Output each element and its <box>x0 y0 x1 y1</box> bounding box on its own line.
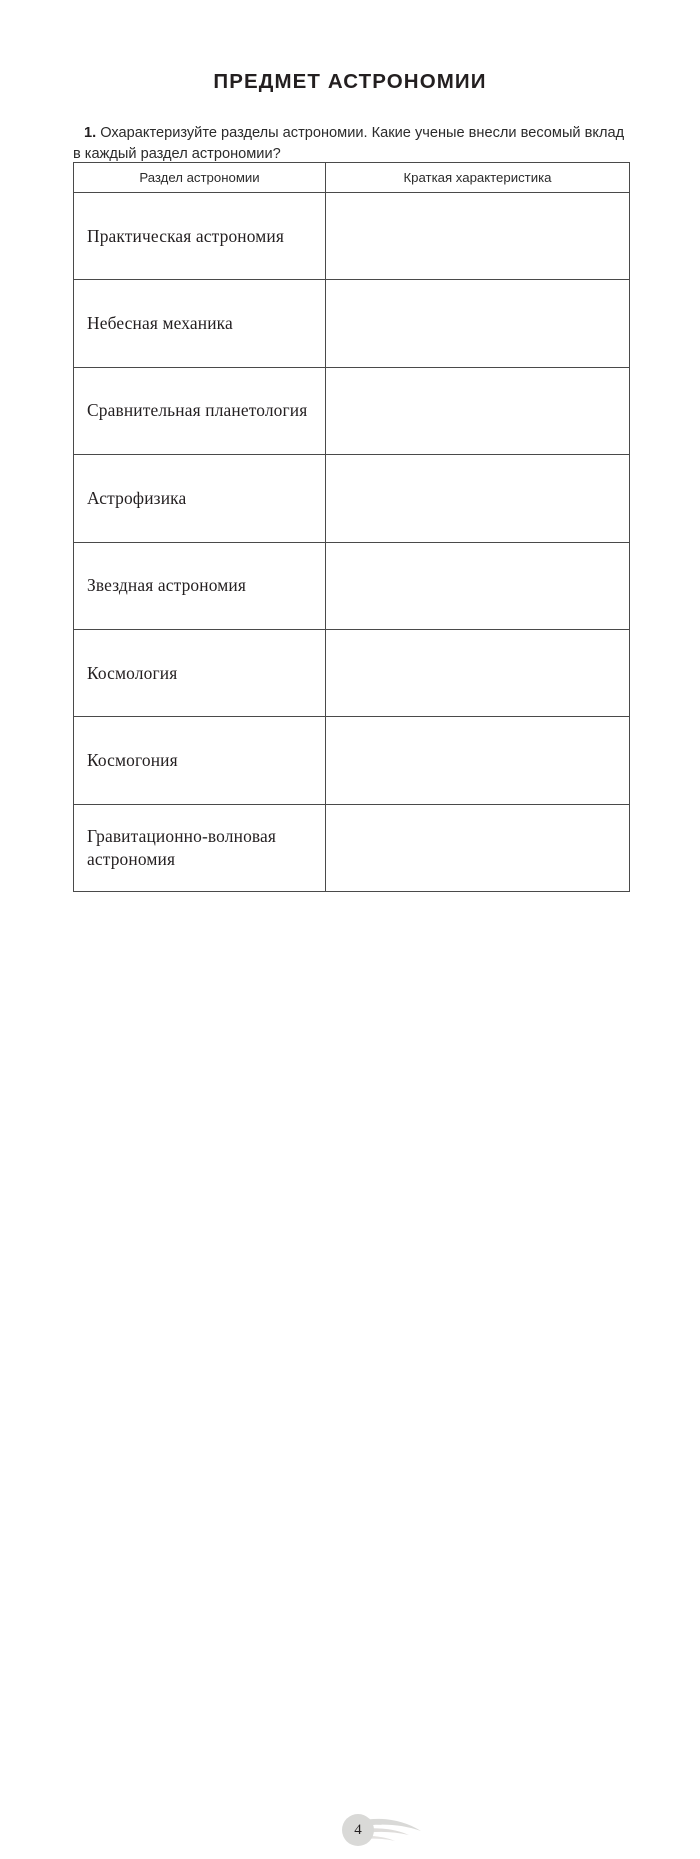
column-header-characteristic: Краткая характеристика <box>326 163 630 193</box>
table-row <box>74 717 630 804</box>
table-row <box>74 455 630 542</box>
question-block <box>73 123 629 165</box>
section-name-cell: Космогония <box>74 717 326 804</box>
section-name-cell: Звездная астрономия <box>74 542 326 629</box>
characteristic-answer-cell[interactable] <box>326 717 630 804</box>
section-name-cell: Космология <box>74 629 326 716</box>
page-number: 4 <box>342 1814 374 1846</box>
section-name-cell: Астрофизика <box>74 455 326 542</box>
characteristic-answer-cell[interactable] <box>326 280 630 367</box>
characteristic-answer-cell[interactable] <box>326 542 630 629</box>
section-name-cell: Сравнительная планетология <box>74 367 326 454</box>
section-name-cell: Небесная механика <box>74 280 326 367</box>
characteristic-answer-cell[interactable] <box>326 193 630 280</box>
question-number: 1. <box>84 124 97 141</box>
characteristic-answer-cell[interactable] <box>326 367 630 454</box>
astronomy-sections-table <box>73 162 630 892</box>
section-name-cell: Гравитационно-волновая астрономия <box>74 804 326 891</box>
characteristic-answer-cell[interactable] <box>326 455 630 542</box>
table-row <box>74 804 630 891</box>
table-row <box>74 280 630 367</box>
table-row <box>74 193 630 280</box>
column-header-section: Раздел астрономии <box>74 163 326 193</box>
characteristic-answer-cell[interactable] <box>326 629 630 716</box>
table-row <box>74 367 630 454</box>
question-text: Охарактеризуйте разделы астрономии. Какие ученые внесли весомый вклад в каждый раздел астрономии? <box>73 124 625 162</box>
table-row <box>74 629 630 716</box>
table-row <box>74 542 630 629</box>
page-title: ПРЕДМЕТ АСТРОНОМИИ <box>213 69 487 93</box>
table-header-row <box>74 163 630 193</box>
characteristic-answer-cell[interactable] <box>326 804 630 891</box>
section-name-cell: Практическая астрономия <box>74 193 326 280</box>
page-footer <box>0 900 700 1838</box>
